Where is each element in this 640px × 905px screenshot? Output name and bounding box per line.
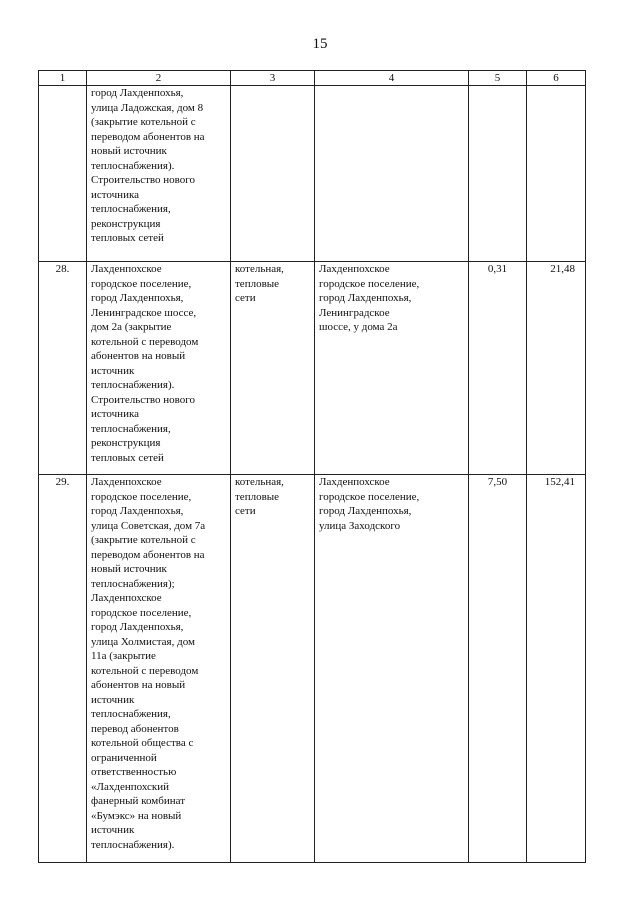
value-col5	[469, 86, 527, 262]
object-location: Лахденпохское городское поселение, город Лахденпохья, Ленинградское шоссе, у дома 2а	[315, 262, 469, 475]
row-number: 28.	[39, 262, 87, 475]
object-location: Лахденпохское городское поселение, город Лахденпохья, улица Заходского	[315, 475, 469, 863]
object-type: котельная, тепловые сети	[231, 475, 315, 863]
value-col6	[527, 86, 586, 262]
column-header: 4	[315, 71, 469, 86]
column-header: 1	[39, 71, 87, 86]
value-col5: 7,50	[469, 475, 527, 863]
object-description: Лахденпохское городское поселение, город Лахденпохья, Ленинградское шоссе, дом 2а (закрытие котельной с переводом абонентов на новый источник теплоснабжения). Строительство нового источника теплоснабжения, реконструкция тепловых сетей	[87, 262, 231, 475]
table-row	[39, 262, 586, 475]
header-row	[39, 71, 586, 86]
table-row	[39, 475, 586, 863]
column-header: 5	[469, 71, 527, 86]
value-col6: 152,41	[527, 475, 586, 863]
object-description: город Лахденпохья, улица Ладожская, дом 8 (закрытие котельной с переводом абонентов на новый источник теплоснабжения). Строительство нового источника теплоснабжения, реконструкция тепловых сетей	[87, 86, 231, 262]
object-type: котельная, тепловые сети	[231, 262, 315, 475]
row-number: 29.	[39, 475, 87, 863]
column-header: 3	[231, 71, 315, 86]
column-header: 2	[87, 71, 231, 86]
column-header: 6	[527, 71, 586, 86]
table-row	[39, 86, 586, 262]
row-number	[39, 86, 87, 262]
object-description: Лахденпохское городское поселение, город Лахденпохья, улица Советская, дом 7а (закрытие котельной с переводом абонентов на новый источник теплоснабжения); Лахденпохское городское поселение, город Лахденпохья, улица Холмистая, дом 11а (закрытие котельной с переводом абонентов на новый источник теплоснабжения, перевод абонентов котельной общества с ограниченной ответственностью «Лахденпохский фанерный комбинат «Бумэкс» на новый источник теплоснабжения).	[87, 475, 231, 863]
object-location	[315, 86, 469, 262]
value-col6: 21,48	[527, 262, 586, 475]
object-type	[231, 86, 315, 262]
value-col5: 0,31	[469, 262, 527, 475]
page-number: 15	[312, 36, 328, 52]
data-table	[38, 70, 586, 863]
